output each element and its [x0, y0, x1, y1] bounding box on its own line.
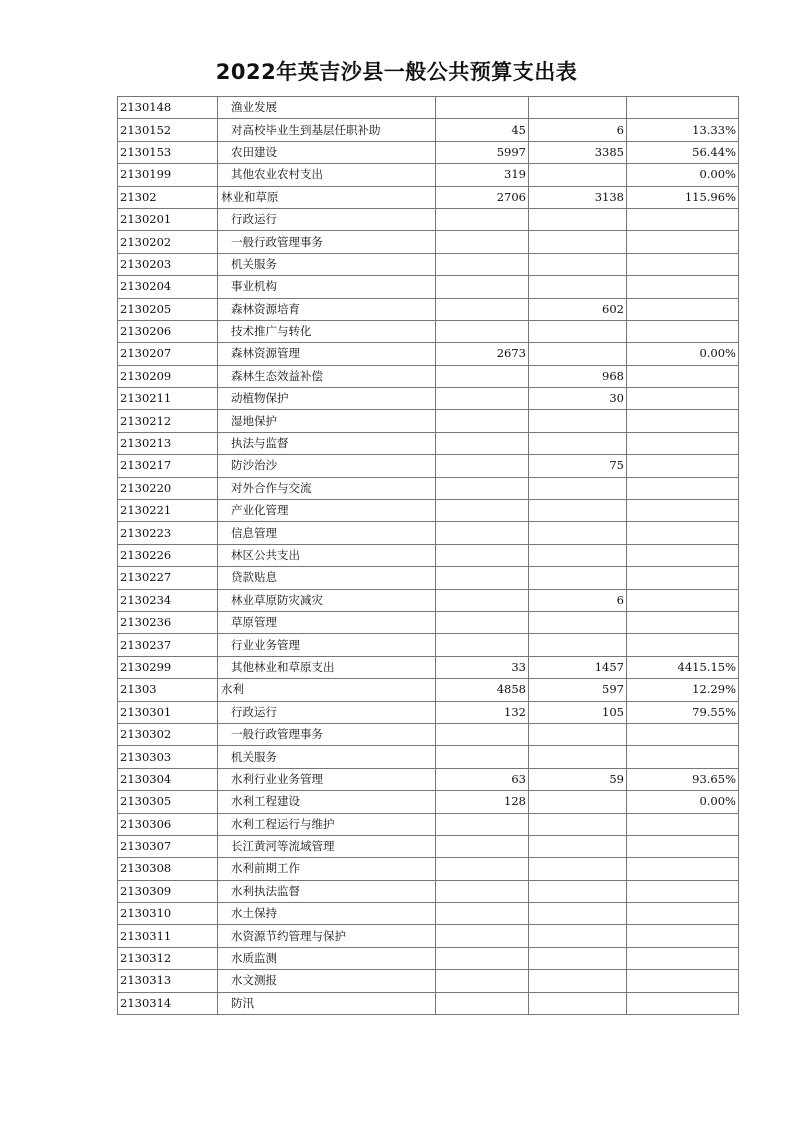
actual-value-cell [529, 970, 627, 992]
subject-name-cell: 水利执法监督 [218, 880, 436, 902]
ratio-cell [627, 522, 739, 544]
subject-name-cell: 其他农业农村支出 [218, 164, 436, 186]
ratio-cell [627, 97, 739, 119]
subject-name-cell: 一般行政管理事务 [218, 231, 436, 253]
subject-name-cell: 对高校毕业生到基层任职补助 [218, 119, 436, 141]
table-row [118, 970, 739, 992]
budget-value-cell: 45 [436, 119, 529, 141]
subject-code-cell: 2130302 [118, 723, 218, 745]
ratio-cell: 13.33% [627, 119, 739, 141]
table-row [118, 634, 739, 656]
budget-value-cell [436, 208, 529, 230]
subject-code-cell: 2130308 [118, 858, 218, 880]
subject-code-cell: 2130213 [118, 432, 218, 454]
subject-code-cell: 2130209 [118, 365, 218, 387]
table-row [118, 992, 739, 1014]
ratio-cell: 93.65% [627, 768, 739, 790]
subject-code-cell: 2130307 [118, 835, 218, 857]
budget-value-cell [436, 589, 529, 611]
subject-name-cell: 森林资源培育 [218, 298, 436, 320]
table-row [118, 343, 739, 365]
budget-value-cell [436, 477, 529, 499]
table-row [118, 388, 739, 410]
budget-value-cell [436, 298, 529, 320]
budget-value-cell [436, 253, 529, 275]
table-row [118, 925, 739, 947]
budget-value-cell [436, 500, 529, 522]
actual-value-cell: 602 [529, 298, 627, 320]
actual-value-cell [529, 925, 627, 947]
subject-code-cell: 2130237 [118, 634, 218, 656]
table-row [118, 768, 739, 790]
budget-value-cell [436, 813, 529, 835]
actual-value-cell [529, 813, 627, 835]
budget-value-cell [436, 970, 529, 992]
table-row [118, 880, 739, 902]
table-row [118, 858, 739, 880]
ratio-cell [627, 477, 739, 499]
budget-value-cell [436, 320, 529, 342]
actual-value-cell: 3385 [529, 141, 627, 163]
table-row [118, 276, 739, 298]
subject-code-cell: 2130199 [118, 164, 218, 186]
actual-value-cell: 6 [529, 119, 627, 141]
budget-value-cell [436, 992, 529, 1014]
ratio-cell: 79.55% [627, 701, 739, 723]
table-row [118, 432, 739, 454]
table-row [118, 97, 739, 119]
subject-name-cell: 长江黄河等流域管理 [218, 835, 436, 857]
subject-code-cell: 2130201 [118, 208, 218, 230]
actual-value-cell [529, 544, 627, 566]
table-row [118, 298, 739, 320]
ratio-cell [627, 253, 739, 275]
subject-name-cell: 森林生态效益补偿 [218, 365, 436, 387]
budget-value-cell [436, 634, 529, 656]
subject-code-cell: 2130205 [118, 298, 218, 320]
subject-code-cell: 2130148 [118, 97, 218, 119]
actual-value-cell [529, 164, 627, 186]
ratio-cell [627, 567, 739, 589]
budget-value-cell [436, 858, 529, 880]
ratio-cell [627, 723, 739, 745]
table-row [118, 208, 739, 230]
ratio-cell: 12.29% [627, 679, 739, 701]
ratio-cell [627, 970, 739, 992]
ratio-cell [627, 455, 739, 477]
actual-value-cell [529, 320, 627, 342]
subject-name-cell: 行政运行 [218, 208, 436, 230]
table-row [118, 141, 739, 163]
ratio-cell [627, 231, 739, 253]
budget-value-cell: 319 [436, 164, 529, 186]
actual-value-cell [529, 947, 627, 969]
subject-code-cell: 2130304 [118, 768, 218, 790]
subject-name-cell: 农田建设 [218, 141, 436, 163]
ratio-cell [627, 208, 739, 230]
ratio-cell [627, 589, 739, 611]
table-row [118, 231, 739, 253]
table-row [118, 746, 739, 768]
budget-value-cell [436, 567, 529, 589]
actual-value-cell [529, 992, 627, 1014]
ratio-cell [627, 880, 739, 902]
table-row [118, 455, 739, 477]
subject-code-cell: 2130221 [118, 500, 218, 522]
budget-value-cell [436, 925, 529, 947]
actual-value-cell: 597 [529, 679, 627, 701]
budget-value-cell: 63 [436, 768, 529, 790]
ratio-cell [627, 500, 739, 522]
ratio-cell: 115.96% [627, 186, 739, 208]
budget-value-cell [436, 903, 529, 925]
budget-value-cell [436, 544, 529, 566]
actual-value-cell [529, 634, 627, 656]
actual-value-cell: 968 [529, 365, 627, 387]
subject-name-cell: 对外合作与交流 [218, 477, 436, 499]
table-row [118, 679, 739, 701]
subject-code-cell: 2130153 [118, 141, 218, 163]
subject-name-cell: 机关服务 [218, 253, 436, 275]
ratio-cell [627, 320, 739, 342]
subject-code-cell: 2130227 [118, 567, 218, 589]
table-row [118, 611, 739, 633]
budget-value-cell: 132 [436, 701, 529, 723]
ratio-cell [627, 365, 739, 387]
actual-value-cell [529, 858, 627, 880]
subject-code-cell: 2130313 [118, 970, 218, 992]
ratio-cell [627, 813, 739, 835]
actual-value-cell [529, 231, 627, 253]
table-row [118, 589, 739, 611]
table-row [118, 186, 739, 208]
actual-value-cell: 6 [529, 589, 627, 611]
ratio-cell: 0.00% [627, 164, 739, 186]
ratio-cell: 0.00% [627, 791, 739, 813]
table-row [118, 791, 739, 813]
subject-code-cell: 2130311 [118, 925, 218, 947]
table-row [118, 723, 739, 745]
subject-name-cell: 一般行政管理事务 [218, 723, 436, 745]
table-row [118, 903, 739, 925]
ratio-cell [627, 992, 739, 1014]
subject-name-cell: 行政运行 [218, 701, 436, 723]
actual-value-cell [529, 97, 627, 119]
subject-name-cell: 产业化管理 [218, 500, 436, 522]
table-row [118, 164, 739, 186]
subject-code-cell: 2130303 [118, 746, 218, 768]
actual-value-cell [529, 835, 627, 857]
subject-code-cell: 2130309 [118, 880, 218, 902]
subject-code-cell: 2130314 [118, 992, 218, 1014]
subject-code-cell: 21303 [118, 679, 218, 701]
actual-value-cell: 30 [529, 388, 627, 410]
budget-value-cell [436, 746, 529, 768]
subject-code-cell: 2130301 [118, 701, 218, 723]
actual-value-cell [529, 343, 627, 365]
subject-name-cell: 事业机构 [218, 276, 436, 298]
table-row [118, 835, 739, 857]
actual-value-cell [529, 276, 627, 298]
subject-name-cell: 技术推广与转化 [218, 320, 436, 342]
budget-value-cell [436, 835, 529, 857]
budget-table [117, 96, 739, 1015]
budget-value-cell [436, 365, 529, 387]
table-row [118, 320, 739, 342]
subject-code-cell: 2130207 [118, 343, 218, 365]
subject-name-cell: 渔业发展 [218, 97, 436, 119]
budget-value-cell [436, 97, 529, 119]
subject-code-cell: 2130234 [118, 589, 218, 611]
subject-name-cell: 水利工程运行与维护 [218, 813, 436, 835]
table-row [118, 477, 739, 499]
ratio-cell [627, 746, 739, 768]
actual-value-cell [529, 723, 627, 745]
ratio-cell [627, 410, 739, 432]
actual-value-cell: 1457 [529, 656, 627, 678]
ratio-cell [627, 276, 739, 298]
subject-code-cell: 2130212 [118, 410, 218, 432]
subject-name-cell: 信息管理 [218, 522, 436, 544]
actual-value-cell [529, 208, 627, 230]
budget-value-cell [436, 947, 529, 969]
subject-code-cell: 2130312 [118, 947, 218, 969]
actual-value-cell [529, 522, 627, 544]
budget-value-cell [436, 611, 529, 633]
budget-value-cell: 33 [436, 656, 529, 678]
budget-value-cell: 2673 [436, 343, 529, 365]
subject-code-cell: 2130152 [118, 119, 218, 141]
ratio-cell [627, 544, 739, 566]
budget-value-cell [436, 410, 529, 432]
subject-code-cell: 2130206 [118, 320, 218, 342]
budget-value-cell: 2706 [436, 186, 529, 208]
table-row [118, 410, 739, 432]
table-row [118, 365, 739, 387]
subject-name-cell: 其他林业和草原支出 [218, 656, 436, 678]
table-row [118, 544, 739, 566]
subject-name-cell: 水利工程建设 [218, 791, 436, 813]
ratio-cell [627, 388, 739, 410]
subject-name-cell: 水利前期工作 [218, 858, 436, 880]
subject-code-cell: 2130203 [118, 253, 218, 275]
subject-code-cell: 2130202 [118, 231, 218, 253]
actual-value-cell [529, 500, 627, 522]
actual-value-cell [529, 611, 627, 633]
table-row [118, 656, 739, 678]
subject-code-cell: 2130236 [118, 611, 218, 633]
subject-code-cell: 2130223 [118, 522, 218, 544]
budget-value-cell [436, 880, 529, 902]
subject-name-cell: 动植物保护 [218, 388, 436, 410]
table-row [118, 701, 739, 723]
ratio-cell [627, 903, 739, 925]
subject-name-cell: 水利 [218, 679, 436, 701]
subject-name-cell: 防沙治沙 [218, 455, 436, 477]
budget-value-cell [436, 522, 529, 544]
ratio-cell [627, 611, 739, 633]
subject-name-cell: 湿地保护 [218, 410, 436, 432]
subject-code-cell: 2130226 [118, 544, 218, 566]
table-row [118, 119, 739, 141]
subject-name-cell: 水质监测 [218, 947, 436, 969]
subject-name-cell: 执法与监督 [218, 432, 436, 454]
subject-code-cell: 2130310 [118, 903, 218, 925]
actual-value-cell [529, 880, 627, 902]
subject-code-cell: 2130305 [118, 791, 218, 813]
actual-value-cell [529, 903, 627, 925]
actual-value-cell [529, 477, 627, 499]
subject-code-cell: 2130299 [118, 656, 218, 678]
actual-value-cell: 3138 [529, 186, 627, 208]
subject-code-cell: 2130306 [118, 813, 218, 835]
table-row [118, 500, 739, 522]
ratio-cell: 56.44% [627, 141, 739, 163]
table-row [118, 813, 739, 835]
subject-name-cell: 机关服务 [218, 746, 436, 768]
actual-value-cell [529, 791, 627, 813]
actual-value-cell [529, 432, 627, 454]
budget-value-cell [436, 388, 529, 410]
ratio-cell [627, 835, 739, 857]
subject-name-cell: 森林资源管理 [218, 343, 436, 365]
actual-value-cell [529, 410, 627, 432]
subject-name-cell: 水土保持 [218, 903, 436, 925]
actual-value-cell: 105 [529, 701, 627, 723]
actual-value-cell: 59 [529, 768, 627, 790]
actual-value-cell [529, 746, 627, 768]
table-row [118, 567, 739, 589]
budget-table-body [118, 97, 739, 1015]
budget-value-cell: 5997 [436, 141, 529, 163]
ratio-cell: 4415.15% [627, 656, 739, 678]
ratio-cell [627, 432, 739, 454]
budget-value-cell [436, 455, 529, 477]
actual-value-cell: 75 [529, 455, 627, 477]
table-row [118, 947, 739, 969]
subject-name-cell: 行业业务管理 [218, 634, 436, 656]
budget-value-cell: 128 [436, 791, 529, 813]
subject-code-cell: 2130211 [118, 388, 218, 410]
page-title: 2022年英吉沙县一般公共预算支出表 [215, 60, 578, 84]
subject-code-cell: 21302 [118, 186, 218, 208]
subject-code-cell: 2130217 [118, 455, 218, 477]
subject-name-cell: 林区公共支出 [218, 544, 436, 566]
ratio-cell [627, 925, 739, 947]
budget-value-cell [436, 723, 529, 745]
table-row [118, 253, 739, 275]
budget-value-cell: 4858 [436, 679, 529, 701]
subject-code-cell: 2130220 [118, 477, 218, 499]
subject-name-cell: 水文测报 [218, 970, 436, 992]
subject-name-cell: 防汛 [218, 992, 436, 1014]
subject-name-cell: 林业草原防灾减灾 [218, 589, 436, 611]
subject-name-cell: 草原管理 [218, 611, 436, 633]
budget-value-cell [436, 432, 529, 454]
budget-value-cell [436, 276, 529, 298]
ratio-cell: 0.00% [627, 343, 739, 365]
table-row [118, 522, 739, 544]
ratio-cell [627, 634, 739, 656]
budget-value-cell [436, 231, 529, 253]
subject-name-cell: 水利行业业务管理 [218, 768, 436, 790]
subject-name-cell: 贷款贴息 [218, 567, 436, 589]
subject-code-cell: 2130204 [118, 276, 218, 298]
ratio-cell [627, 858, 739, 880]
subject-name-cell: 林业和草原 [218, 186, 436, 208]
actual-value-cell [529, 253, 627, 275]
subject-name-cell: 水资源节约管理与保护 [218, 925, 436, 947]
ratio-cell [627, 298, 739, 320]
ratio-cell [627, 947, 739, 969]
actual-value-cell [529, 567, 627, 589]
